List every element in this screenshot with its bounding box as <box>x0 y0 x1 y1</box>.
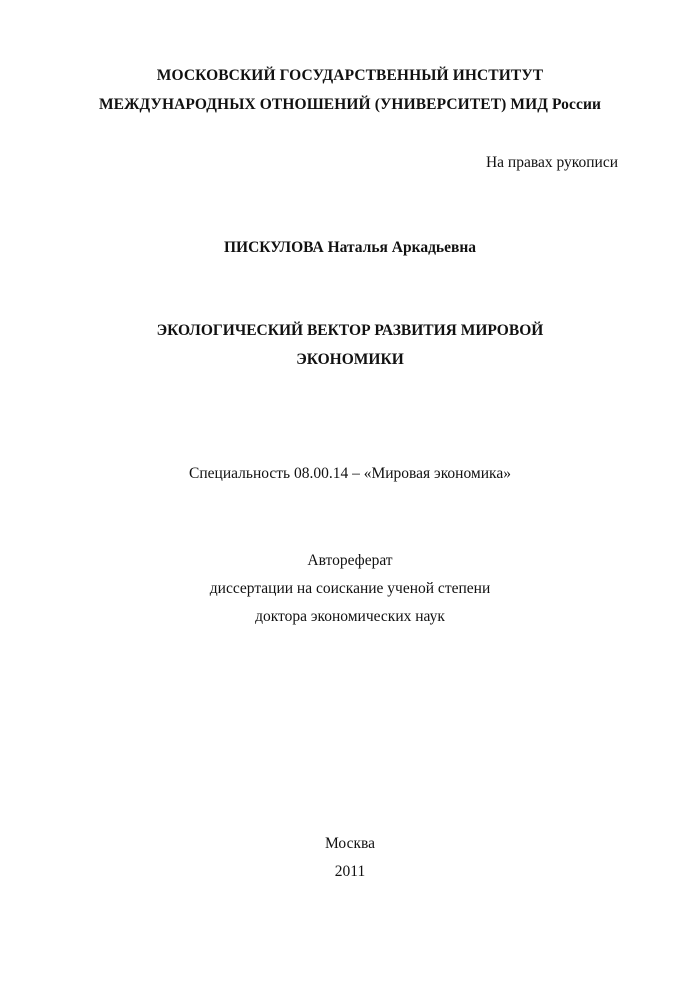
institute-name-line-2: МЕЖДУНАРОДНЫХ ОТНОШЕНИЙ (УНИВЕРСИТЕТ) МИД России <box>98 96 602 113</box>
author-given-names: Наталья Аркадьевна <box>327 239 477 256</box>
author-name <box>0 240 700 256</box>
institute-name-line-1: МОСКОВСКИЙ ГОСУДАРСТВЕННЫЙ ИНСТИТУТ <box>156 67 544 84</box>
abstract-description: диссертации на соискание ученой степени <box>209 580 491 597</box>
publication-place: Москва <box>325 835 375 852</box>
dissertation-title-line-2: ЭКОНОМИКИ <box>296 351 404 368</box>
abstract-heading: Автореферат <box>307 552 393 569</box>
publication-year: 2011 <box>334 863 366 880</box>
manuscript-rights-note: На правах рукописи <box>485 154 618 171</box>
specialty-line: Специальность 08.00.14 – «Мировая экономика» <box>189 465 511 482</box>
abstract-degree: доктора экономических наук <box>255 608 445 625</box>
author-surname: ПИСКУЛОВА <box>223 239 324 256</box>
dissertation-title-line-1: ЭКОЛОГИЧЕСКИЙ ВЕКТОР РАЗВИТИЯ МИРОВОЙ <box>156 322 544 339</box>
